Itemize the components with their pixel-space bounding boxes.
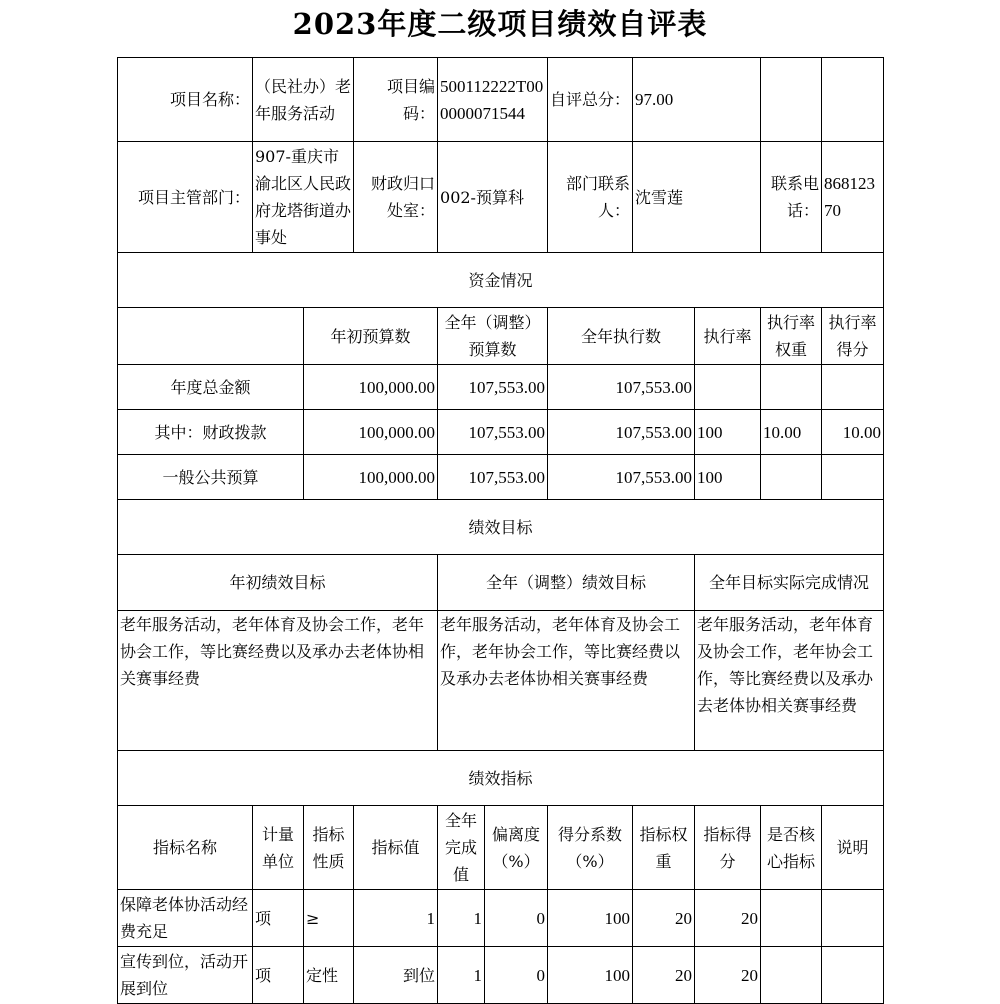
goals-initial: 老年服务活动，老年体育及协会工作，老年协会工作，等比赛经费以及承办去老体协相关赛事经费 — [118, 611, 438, 751]
funds-header: 全年（调整）预算数 — [438, 308, 548, 365]
indicator-header: 指标值 — [354, 806, 438, 890]
funds-header-row — [118, 308, 884, 365]
project-code-value: 500112222T000000071544 — [438, 58, 548, 142]
empty-cell — [118, 308, 304, 365]
dept-label: 项目主管部门： — [118, 142, 253, 253]
funds-section-title: 资金情况 — [118, 253, 884, 308]
dept-value: 907-重庆市渝北区人民政府龙塔街道办事处 — [253, 142, 354, 253]
goals-actual: 老年服务活动，老年体育及协会工作，老年协会工作，等比赛经费以及承办去老体协相关赛事经费 — [695, 611, 884, 751]
project-name-value: （民社办）老年服务活动 — [253, 58, 354, 142]
funds-initial: 100,000.00 — [304, 410, 438, 455]
indicator-header: 计量单位 — [253, 806, 304, 890]
funds-initial: 100,000.00 — [304, 455, 438, 500]
goals-content-row — [118, 611, 884, 751]
indicator-nature: ≥ — [304, 890, 354, 947]
goals-header: 全年（调整）绩效目标 — [438, 555, 695, 611]
phone-value: 86812370 — [822, 142, 884, 253]
funds-score — [822, 365, 884, 410]
funds-row-label: 其中：财政拨款 — [118, 410, 304, 455]
funds-score — [822, 455, 884, 500]
indicator-note — [822, 890, 884, 947]
funds-header: 执行率权重 — [761, 308, 822, 365]
funds-section-row — [118, 253, 884, 308]
indicators-section-row — [118, 751, 884, 806]
indicators-header-row — [118, 806, 884, 890]
goals-section-title: 绩效目标 — [118, 500, 884, 555]
indicator-deviation: 0 — [485, 947, 548, 1004]
indicator-row — [118, 947, 884, 1004]
indicator-target: 到位 — [354, 947, 438, 1004]
indicator-unit: 项 — [253, 890, 304, 947]
phone-label: 联系电话： — [761, 142, 822, 253]
indicator-coef: 100 — [548, 890, 633, 947]
funds-rate: 100 — [695, 455, 761, 500]
project-name-label: 项目名称： — [118, 58, 253, 142]
indicator-header: 指标名称 — [118, 806, 253, 890]
indicator-target: 1 — [354, 890, 438, 947]
funds-header: 执行率得分 — [822, 308, 884, 365]
indicator-header: 指标权重 — [633, 806, 695, 890]
self-score-label: 自评总分： — [548, 58, 633, 142]
indicator-nature: 定性 — [304, 947, 354, 1004]
funds-adjusted: 107,553.00 — [438, 365, 548, 410]
indicator-header: 偏离度（%） — [485, 806, 548, 890]
indicator-done: 1 — [438, 947, 485, 1004]
indicator-core — [761, 890, 822, 947]
goals-header: 年初绩效目标 — [118, 555, 438, 611]
contact-label: 部门联系人： — [548, 142, 633, 253]
indicator-header: 得分系数（%） — [548, 806, 633, 890]
goals-adjusted: 老年服务活动，老年体育及协会工作，老年协会工作，等比赛经费以及承办去老体协相关赛事经费 — [438, 611, 695, 751]
indicator-core — [761, 947, 822, 1004]
funds-initial: 100,000.00 — [304, 365, 438, 410]
indicator-name: 保障老体协活动经费充足 — [118, 890, 253, 947]
funds-score: 10.00 — [822, 410, 884, 455]
indicator-unit: 项 — [253, 947, 304, 1004]
funds-adjusted: 107,553.00 — [438, 410, 548, 455]
goals-section-row — [118, 500, 884, 555]
funds-header: 年初预算数 — [304, 308, 438, 365]
funds-weight — [761, 365, 822, 410]
project-row-1 — [118, 58, 884, 142]
evaluation-table — [117, 57, 884, 1004]
empty-cell — [761, 58, 822, 142]
indicator-header: 是否核心指标 — [761, 806, 822, 890]
funds-header: 全年执行数 — [548, 308, 695, 365]
funds-executed: 107,553.00 — [548, 410, 695, 455]
page-title: 2023年度二级项目绩效自评表 — [292, 7, 708, 41]
indicator-header: 全年完成值 — [438, 806, 485, 890]
indicator-weight: 20 — [633, 947, 695, 1004]
finance-label: 财政归口处室： — [354, 142, 438, 253]
funds-rate — [695, 365, 761, 410]
funds-executed: 107,553.00 — [548, 455, 695, 500]
funds-row-label: 年度总金额 — [118, 365, 304, 410]
project-code-label: 项目编码： — [354, 58, 438, 142]
indicator-score: 20 — [695, 890, 761, 947]
funds-weight — [761, 455, 822, 500]
indicator-deviation: 0 — [485, 890, 548, 947]
indicator-weight: 20 — [633, 890, 695, 947]
indicator-row — [118, 890, 884, 947]
goals-header: 全年目标实际完成情况 — [695, 555, 884, 611]
empty-cell — [822, 58, 884, 142]
indicator-header: 说明 — [822, 806, 884, 890]
indicator-done: 1 — [438, 890, 485, 947]
indicator-score: 20 — [695, 947, 761, 1004]
funds-row — [118, 365, 884, 410]
contact-value: 沈雪莲 — [633, 142, 761, 253]
indicator-note — [822, 947, 884, 1004]
indicators-section-title: 绩效指标 — [118, 751, 884, 806]
funds-weight: 10.00 — [761, 410, 822, 455]
funds-row — [118, 455, 884, 500]
funds-rate: 100 — [695, 410, 761, 455]
funds-adjusted: 107,553.00 — [438, 455, 548, 500]
indicator-header: 指标性质 — [304, 806, 354, 890]
self-score-value: 97.00 — [633, 58, 761, 142]
funds-executed: 107,553.00 — [548, 365, 695, 410]
indicator-name: 宣传到位，活动开展到位 — [118, 947, 253, 1004]
project-row-2 — [118, 142, 884, 253]
goals-header-row — [118, 555, 884, 611]
funds-header: 执行率 — [695, 308, 761, 365]
finance-value: 002-预算科 — [438, 142, 548, 253]
indicator-header: 指标得分 — [695, 806, 761, 890]
indicator-coef: 100 — [548, 947, 633, 1004]
funds-row-label: 一般公共预算 — [118, 455, 304, 500]
funds-row — [118, 410, 884, 455]
